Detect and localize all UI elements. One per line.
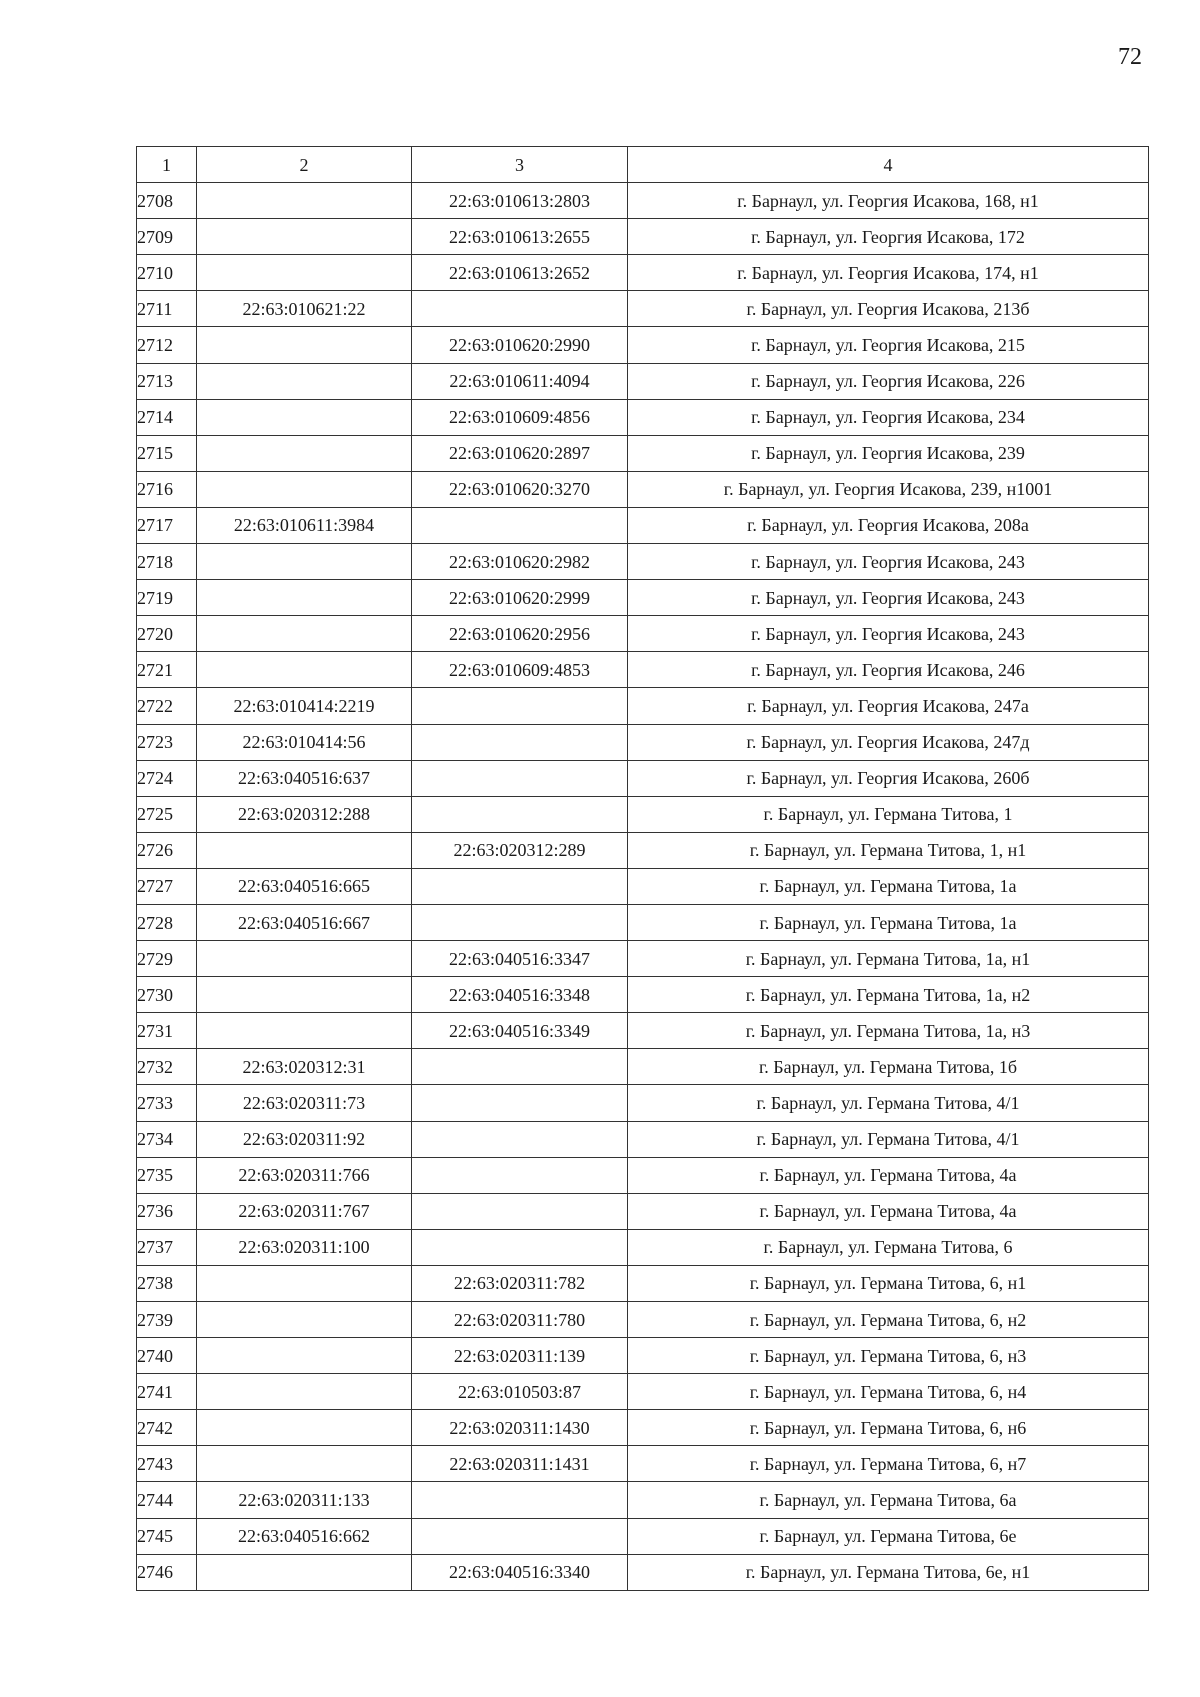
table-row — [137, 1410, 1149, 1446]
table-row — [137, 255, 1149, 291]
table-row — [137, 1554, 1149, 1590]
cadastral-number-col2-cell: 22:63:020311:133 — [197, 1482, 412, 1518]
table-row — [137, 219, 1149, 255]
cadastral-number-col2-cell: 22:63:040516:662 — [197, 1518, 412, 1554]
row-number-cell: 2710 — [137, 255, 197, 291]
cadastral-number-col2-cell — [197, 471, 412, 507]
cadastral-number-col2-cell — [197, 1374, 412, 1410]
cadastral-number-col3-cell: 22:63:010609:4856 — [412, 399, 628, 435]
cadastral-number-col3-cell: 22:63:040516:3347 — [412, 941, 628, 977]
cadastral-number-col3-cell — [412, 724, 628, 760]
cadastral-number-col2-cell: 22:63:020311:100 — [197, 1229, 412, 1265]
cadastral-number-col3-cell: 22:63:020312:289 — [412, 832, 628, 868]
row-number-cell: 2722 — [137, 688, 197, 724]
header-col-4: 4 — [628, 147, 1149, 183]
cadastral-number-col3-cell: 22:63:010620:2982 — [412, 544, 628, 580]
table-row — [137, 868, 1149, 904]
cadastral-number-col2-cell — [197, 1446, 412, 1482]
table-row — [137, 688, 1149, 724]
address-cell: г. Барнаул, ул. Георгия Исакова, 172 — [628, 219, 1149, 255]
table-row — [137, 1302, 1149, 1338]
row-number-cell: 2729 — [137, 941, 197, 977]
cadastral-number-col3-cell: 22:63:020311:1430 — [412, 1410, 628, 1446]
cadastral-number-col2-cell — [197, 327, 412, 363]
cadastral-number-col2-cell: 22:63:010611:3984 — [197, 507, 412, 543]
address-cell: г. Барнаул, ул. Германа Титова, 4/1 — [628, 1121, 1149, 1157]
cadastral-number-col3-cell: 22:63:020311:780 — [412, 1302, 628, 1338]
address-cell: г. Барнаул, ул. Германа Титова, 1а — [628, 868, 1149, 904]
address-cell: г. Барнаул, ул. Германа Титова, 6е — [628, 1518, 1149, 1554]
table-row — [137, 1013, 1149, 1049]
address-cell: г. Барнаул, ул. Германа Титова, 6 — [628, 1229, 1149, 1265]
cadastral-number-col2-cell — [197, 255, 412, 291]
cadastral-number-col3-cell: 22:63:010611:4094 — [412, 363, 628, 399]
table-row — [137, 760, 1149, 796]
cadastral-number-col2-cell — [197, 183, 412, 219]
row-number-cell: 2724 — [137, 760, 197, 796]
address-cell: г. Барнаул, ул. Георгия Исакова, 243 — [628, 616, 1149, 652]
row-number-cell: 2714 — [137, 399, 197, 435]
cadastral-number-col3-cell — [412, 1193, 628, 1229]
table-row — [137, 327, 1149, 363]
cadastral-number-col3-cell — [412, 796, 628, 832]
row-number-cell: 2743 — [137, 1446, 197, 1482]
address-cell: г. Барнаул, ул. Германа Титова, 1а, н3 — [628, 1013, 1149, 1049]
row-number-cell: 2725 — [137, 796, 197, 832]
row-number-cell: 2742 — [137, 1410, 197, 1446]
cadastral-number-col2-cell — [197, 832, 412, 868]
address-cell: г. Барнаул, ул. Германа Титова, 1, н1 — [628, 832, 1149, 868]
row-number-cell: 2720 — [137, 616, 197, 652]
cadastral-number-col2-cell — [197, 616, 412, 652]
cadastral-number-col3-cell: 22:63:010620:2990 — [412, 327, 628, 363]
cadastral-number-col3-cell: 22:63:010620:3270 — [412, 471, 628, 507]
cadastral-number-col3-cell — [412, 1085, 628, 1121]
cadastral-number-col2-cell: 22:63:040516:665 — [197, 868, 412, 904]
address-cell: г. Барнаул, ул. Георгия Исакова, 226 — [628, 363, 1149, 399]
table-row — [137, 471, 1149, 507]
cadastral-number-col2-cell — [197, 977, 412, 1013]
address-cell: г. Барнаул, ул. Георгия Исакова, 174, н1 — [628, 255, 1149, 291]
header-col-3: 3 — [412, 147, 628, 183]
cadastral-number-col3-cell: 22:63:020311:782 — [412, 1265, 628, 1301]
table-row — [137, 1193, 1149, 1229]
row-number-cell: 2709 — [137, 219, 197, 255]
table-row — [137, 941, 1149, 977]
row-number-cell: 2737 — [137, 1229, 197, 1265]
cadastral-number-col3-cell: 22:63:010613:2803 — [412, 183, 628, 219]
row-number-cell: 2744 — [137, 1482, 197, 1518]
address-cell: г. Барнаул, ул. Германа Титова, 4а — [628, 1157, 1149, 1193]
cadastral-number-col2-cell: 22:63:020311:766 — [197, 1157, 412, 1193]
cadastral-number-col3-cell: 22:63:020311:1431 — [412, 1446, 628, 1482]
row-number-cell: 2719 — [137, 580, 197, 616]
address-cell: г. Барнаул, ул. Германа Титова, 4а — [628, 1193, 1149, 1229]
table-row — [137, 977, 1149, 1013]
table-row — [137, 1446, 1149, 1482]
cadastral-number-col3-cell: 22:63:010609:4853 — [412, 652, 628, 688]
address-cell: г. Барнаул, ул. Германа Титова, 1б — [628, 1049, 1149, 1085]
registry-table — [136, 146, 1149, 1591]
address-cell: г. Барнаул, ул. Георгия Исакова, 239, н1001 — [628, 471, 1149, 507]
address-cell: г. Барнаул, ул. Германа Титова, 6, н2 — [628, 1302, 1149, 1338]
row-number-cell: 2713 — [137, 363, 197, 399]
cadastral-number-col3-cell — [412, 760, 628, 796]
row-number-cell: 2727 — [137, 868, 197, 904]
address-cell: г. Барнаул, ул. Георгия Исакова, 260б — [628, 760, 1149, 796]
row-number-cell: 2735 — [137, 1157, 197, 1193]
address-cell: г. Барнаул, ул. Георгия Исакова, 247а — [628, 688, 1149, 724]
header-col-1: 1 — [137, 147, 197, 183]
address-cell: г. Барнаул, ул. Георгия Исакова, 247д — [628, 724, 1149, 760]
page-number: 72 — [1118, 44, 1142, 70]
cadastral-number-col2-cell — [197, 1410, 412, 1446]
row-number-cell: 2726 — [137, 832, 197, 868]
table-row — [137, 1482, 1149, 1518]
cadastral-number-col2-cell: 22:63:010414:2219 — [197, 688, 412, 724]
address-cell: г. Барнаул, ул. Германа Титова, 4/1 — [628, 1085, 1149, 1121]
table-row — [137, 1121, 1149, 1157]
address-cell: г. Барнаул, ул. Германа Титова, 1 — [628, 796, 1149, 832]
cadastral-number-col3-cell — [412, 291, 628, 327]
address-cell: г. Барнаул, ул. Георгия Исакова, 168, н1 — [628, 183, 1149, 219]
row-number-cell: 2738 — [137, 1265, 197, 1301]
table-row — [137, 796, 1149, 832]
cadastral-number-col3-cell: 22:63:010503:87 — [412, 1374, 628, 1410]
cadastral-number-col3-cell — [412, 1229, 628, 1265]
row-number-cell: 2716 — [137, 471, 197, 507]
address-cell: г. Барнаул, ул. Георгия Исакова, 215 — [628, 327, 1149, 363]
row-number-cell: 2715 — [137, 435, 197, 471]
table-row — [137, 1157, 1149, 1193]
cadastral-number-col3-cell: 22:63:040516:3340 — [412, 1554, 628, 1590]
row-number-cell: 2718 — [137, 544, 197, 580]
cadastral-number-col2-cell — [197, 580, 412, 616]
cadastral-number-col3-cell: 22:63:010620:2956 — [412, 616, 628, 652]
table-row — [137, 399, 1149, 435]
table-row — [137, 183, 1149, 219]
address-cell: г. Барнаул, ул. Германа Титова, 6, н1 — [628, 1265, 1149, 1301]
cadastral-number-col3-cell: 22:63:010613:2655 — [412, 219, 628, 255]
row-number-cell: 2741 — [137, 1374, 197, 1410]
table-row — [137, 291, 1149, 327]
cadastral-number-col2-cell: 22:63:010621:22 — [197, 291, 412, 327]
cadastral-number-col2-cell: 22:63:010414:56 — [197, 724, 412, 760]
table-row — [137, 832, 1149, 868]
cadastral-number-col2-cell — [197, 941, 412, 977]
cadastral-number-col2-cell — [197, 1554, 412, 1590]
cadastral-number-col3-cell — [412, 688, 628, 724]
cadastral-number-col3-cell — [412, 1121, 628, 1157]
cadastral-number-col3-cell: 22:63:040516:3349 — [412, 1013, 628, 1049]
table-row — [137, 1374, 1149, 1410]
address-cell: г. Барнаул, ул. Георгия Исакова, 208а — [628, 507, 1149, 543]
table-body — [137, 183, 1149, 1591]
cadastral-number-col3-cell: 22:63:010620:2897 — [412, 435, 628, 471]
address-cell: г. Барнаул, ул. Германа Титова, 6а — [628, 1482, 1149, 1518]
row-number-cell: 2733 — [137, 1085, 197, 1121]
row-number-cell: 2746 — [137, 1554, 197, 1590]
row-number-cell: 2721 — [137, 652, 197, 688]
cadastral-number-col2-cell — [197, 544, 412, 580]
address-cell: г. Барнаул, ул. Георгия Исакова, 234 — [628, 399, 1149, 435]
table-row — [137, 1518, 1149, 1554]
row-number-cell: 2730 — [137, 977, 197, 1013]
table-row — [137, 435, 1149, 471]
table-row — [137, 652, 1149, 688]
table-row — [137, 1338, 1149, 1374]
table-row — [137, 1085, 1149, 1121]
table-row — [137, 580, 1149, 616]
cadastral-number-col3-cell: 22:63:010613:2652 — [412, 255, 628, 291]
table-row — [137, 363, 1149, 399]
address-cell: г. Барнаул, ул. Германа Титова, 6е, н1 — [628, 1554, 1149, 1590]
cadastral-number-col2-cell — [197, 1013, 412, 1049]
row-number-cell: 2708 — [137, 183, 197, 219]
address-cell: г. Барнаул, ул. Германа Титова, 6, н6 — [628, 1410, 1149, 1446]
cadastral-number-col2-cell — [197, 219, 412, 255]
address-cell: г. Барнаул, ул. Германа Титова, 6, н3 — [628, 1338, 1149, 1374]
row-number-cell: 2734 — [137, 1121, 197, 1157]
address-cell: г. Барнаул, ул. Германа Титова, 6, н4 — [628, 1374, 1149, 1410]
table-row — [137, 616, 1149, 652]
row-number-cell: 2728 — [137, 904, 197, 940]
address-cell: г. Барнаул, ул. Георгия Исакова, 213б — [628, 291, 1149, 327]
address-cell: г. Барнаул, ул. Германа Титова, 1а — [628, 904, 1149, 940]
cadastral-number-col3-cell: 22:63:020311:139 — [412, 1338, 628, 1374]
cadastral-number-col3-cell — [412, 868, 628, 904]
row-number-cell: 2712 — [137, 327, 197, 363]
address-cell: г. Барнаул, ул. Георгия Исакова, 239 — [628, 435, 1149, 471]
cadastral-number-col2-cell: 22:63:040516:667 — [197, 904, 412, 940]
address-cell: г. Барнаул, ул. Германа Титова, 6, н7 — [628, 1446, 1149, 1482]
cadastral-number-col3-cell — [412, 507, 628, 543]
header-col-2: 2 — [197, 147, 412, 183]
row-number-cell: 2736 — [137, 1193, 197, 1229]
address-cell: г. Барнаул, ул. Германа Титова, 1а, н2 — [628, 977, 1149, 1013]
row-number-cell: 2717 — [137, 507, 197, 543]
table-row — [137, 544, 1149, 580]
row-number-cell: 2732 — [137, 1049, 197, 1085]
table-row — [137, 724, 1149, 760]
row-number-cell: 2739 — [137, 1302, 197, 1338]
address-cell: г. Барнаул, ул. Георгия Исакова, 246 — [628, 652, 1149, 688]
table-row — [137, 1265, 1149, 1301]
row-number-cell: 2745 — [137, 1518, 197, 1554]
cadastral-number-col2-cell — [197, 1265, 412, 1301]
header-row — [137, 147, 1149, 183]
cadastral-number-col2-cell — [197, 1338, 412, 1374]
cadastral-number-col3-cell — [412, 1482, 628, 1518]
cadastral-number-col2-cell — [197, 1302, 412, 1338]
cadastral-number-col2-cell: 22:63:020311:92 — [197, 1121, 412, 1157]
table-row — [137, 904, 1149, 940]
address-cell: г. Барнаул, ул. Георгия Исакова, 243 — [628, 544, 1149, 580]
table-row — [137, 507, 1149, 543]
cadastral-number-col2-cell: 22:63:020311:767 — [197, 1193, 412, 1229]
table-row — [137, 1229, 1149, 1265]
cadastral-number-col2-cell — [197, 363, 412, 399]
cadastral-number-col3-cell — [412, 1157, 628, 1193]
row-number-cell: 2740 — [137, 1338, 197, 1374]
address-cell: г. Барнаул, ул. Георгия Исакова, 243 — [628, 580, 1149, 616]
cadastral-number-col2-cell: 22:63:020312:288 — [197, 796, 412, 832]
cadastral-number-col3-cell: 22:63:040516:3348 — [412, 977, 628, 1013]
cadastral-number-col3-cell — [412, 904, 628, 940]
cadastral-number-col2-cell — [197, 435, 412, 471]
cadastral-number-col2-cell — [197, 399, 412, 435]
cadastral-number-col2-cell: 22:63:020312:31 — [197, 1049, 412, 1085]
row-number-cell: 2711 — [137, 291, 197, 327]
cadastral-number-col3-cell — [412, 1518, 628, 1554]
cadastral-number-col3-cell — [412, 1049, 628, 1085]
cadastral-number-col3-cell: 22:63:010620:2999 — [412, 580, 628, 616]
cadastral-number-col2-cell: 22:63:040516:637 — [197, 760, 412, 796]
cadastral-number-col2-cell: 22:63:020311:73 — [197, 1085, 412, 1121]
cadastral-number-col2-cell — [197, 652, 412, 688]
row-number-cell: 2731 — [137, 1013, 197, 1049]
table-row — [137, 1049, 1149, 1085]
address-cell: г. Барнаул, ул. Германа Титова, 1а, н1 — [628, 941, 1149, 977]
row-number-cell: 2723 — [137, 724, 197, 760]
